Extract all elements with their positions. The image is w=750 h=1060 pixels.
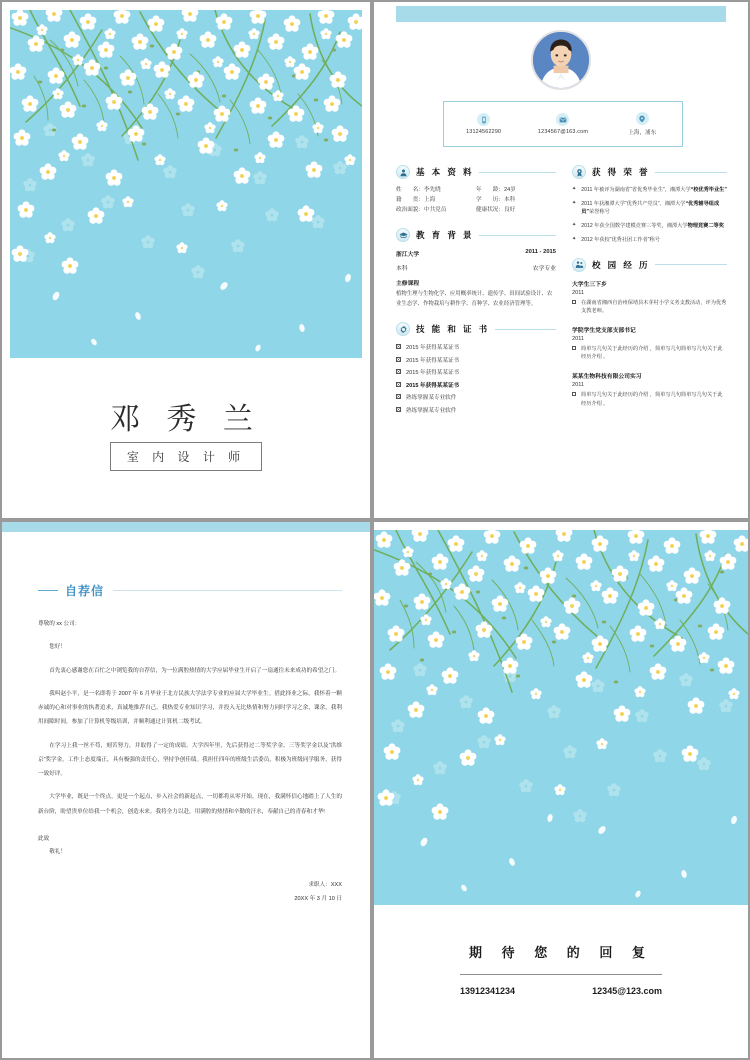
contact-bar: [443, 101, 683, 147]
field-hometown: [396, 196, 476, 206]
education-courses-label: 主修课程: [396, 281, 420, 288]
section-rule: [655, 172, 727, 173]
cover-title-container: [2, 442, 370, 471]
experience-desc-row: [572, 391, 727, 408]
experience-title: 大学生三下乡: [572, 281, 607, 288]
back-cover-email: 12345@123.com: [592, 986, 662, 996]
field-age-label: 年 龄：: [476, 187, 504, 193]
skill-item-label: 熟练掌握某专业软件: [406, 395, 457, 402]
bullet-icon: ✦: [572, 199, 577, 206]
field-age: [476, 186, 556, 196]
field-health: [476, 206, 556, 216]
skill-item: [396, 343, 556, 351]
back-cover-divider: [460, 974, 662, 975]
bullet-icon: ✦: [572, 236, 577, 243]
section-honors: [572, 165, 727, 245]
letter-greeting: 您好！: [49, 644, 66, 651]
contact-location-value: 上海，浦东: [628, 130, 657, 136]
letter-title-dash: [38, 590, 58, 591]
basic-info-left-col: [396, 186, 476, 215]
bullet-icon: ✦: [572, 186, 577, 192]
back-cover-title: 期 待 您 的 回 复: [468, 945, 654, 960]
education-degree-row: [396, 263, 556, 272]
checkbox-icon: [396, 369, 401, 374]
letter-signature: [38, 878, 342, 907]
cover-name: 邓 秀 兰: [110, 403, 262, 436]
people-icon: [572, 258, 586, 272]
checkbox-icon: [396, 407, 401, 412]
experience-item: [572, 325, 727, 362]
gear-icon: [396, 322, 410, 336]
section-campus-experience-header: [572, 258, 727, 272]
letter-paragraph: 大学毕业，既是一个终点，更是一个起点，步入社会的新起点，一切都将从零开始。现在，我满怀信心地踏上了人生的新台阶，盼望贵单位给我一个机会，创造未来。我将全力以赴，用满腔的热情和辛勤的汗水，奉献自己的青春和才华!: [38, 794, 342, 815]
letter-closing-line-2: 敬礼！: [49, 849, 66, 856]
field-name-value: 李先晓: [423, 187, 441, 193]
field-hometown-value: 上海: [423, 196, 436, 203]
section-basic-info-header: [396, 165, 556, 179]
back-cover-contacts: [460, 986, 662, 996]
honor-item-text: 2012 年获校“优秀社团工作者”称号: [581, 237, 660, 244]
back-cover-page: [374, 522, 748, 1058]
cover-floral-artwork: [10, 10, 362, 358]
section-education-header: [396, 228, 556, 242]
skill-item: [396, 381, 556, 389]
skill-item: [396, 368, 556, 376]
skill-item: [396, 356, 556, 364]
section-rule: [479, 172, 556, 173]
letter-closing: [38, 833, 342, 860]
field-hometown-label: 籍 贯：: [396, 196, 424, 203]
contact-email-value: 1234567@163.com: [537, 129, 589, 135]
bullet-square-icon: [572, 346, 576, 350]
experience-title: 学院学生党支部支部书记: [572, 327, 636, 334]
skill-item-label: 2015 年获得某某证书: [406, 357, 460, 364]
experience-year: 2011: [572, 381, 585, 388]
experience-item: [572, 371, 727, 408]
contact-email: [523, 113, 602, 135]
resume-page: [374, 2, 748, 518]
header-band: [396, 6, 726, 22]
skill-item-label: 2015 年获得某某证书: [406, 382, 460, 389]
section-skills: [396, 322, 556, 414]
contact-phone-value: 13124562290: [466, 129, 502, 135]
experience-year: 2011: [572, 289, 585, 296]
location-icon: [636, 112, 649, 125]
field-education-level: [476, 196, 556, 206]
education-school: 浙江大学: [396, 252, 420, 259]
letter-title-row: [38, 582, 342, 599]
letter-closing-line-1: 此致: [38, 835, 50, 842]
checkbox-icon: [396, 344, 401, 349]
basic-info-grid: [396, 186, 556, 215]
contact-location: [603, 112, 682, 136]
field-education-level-value: 本科: [503, 196, 516, 203]
experience-year: 2011: [572, 335, 585, 342]
experience-desc-row: [572, 345, 727, 362]
honor-item-text: 2011 年被评为湖南省“省优秀毕业生”，湘潭大学“校优秀毕业生”: [581, 187, 727, 193]
letter-date: 20XX 年 3 月 10 日: [294, 896, 342, 903]
avatar: [531, 30, 591, 90]
section-campus-experience: [572, 258, 727, 408]
contact-phone: [444, 113, 523, 135]
phone-icon: [477, 113, 490, 126]
letter-paragraph: 我叫赵小平，是一名即将于 2007 年 6 月毕业于北方民族大学法学专业的应届大学毕业生。借此择业之际，我怀着一颗赤诚的心和对事业的执著追求，真诚地推荐自己。我热爱专业知识学习，并投入无比热情和努力同时学习之余，课余，我利用间隙时间，参加了计算机等级培训，并顺利通过计算机二级考试。: [38, 690, 342, 726]
education-courses: 植物生理与生物化学、应用概率统计、遗传学、田间试验设计、农业生态学、作物栽培与耕作学、育种学、农业经济管理等。: [396, 291, 553, 307]
field-name: [396, 186, 476, 196]
section-honors-title: 获 得 荣 誉: [592, 167, 650, 177]
education-school-row: [396, 249, 556, 258]
honor-item: [572, 236, 727, 244]
section-honors-header: [572, 165, 727, 179]
letter-title-rule: [113, 590, 342, 591]
email-icon: [556, 113, 569, 126]
section-education: [396, 228, 556, 309]
experience-desc: 简单写几句关于此经历的介绍 ，简单写几句简单写几句关于此经历介绍 。: [581, 391, 723, 407]
letter-paragraph: 首先衷心感谢您在百忙之中浏览我的自荐信，为一位满腔热情的大学应届毕业生开启了一扇通往未来成功的希望之门。: [49, 667, 341, 674]
experience-title: 某某生物科技有限公司实习: [572, 373, 642, 380]
experience-desc-row: [572, 299, 727, 316]
field-political-status-value: 中共党员: [423, 206, 447, 213]
skill-item: [396, 406, 556, 414]
letter-salutation: 尊敬的 xx 公司：: [38, 621, 81, 627]
section-basic-info-title: 基 本 资 料: [416, 167, 474, 177]
letter-header-band: [2, 522, 370, 532]
section-rule: [479, 235, 556, 236]
honor-item: [572, 186, 727, 194]
letter-signer: 求职人：XXX: [308, 881, 342, 888]
bullet-square-icon: [572, 392, 576, 396]
letter-paragraph: 在学习上我一丝不苟，刻苦努力，并取得了一定的成绩。大学四年里，先后获得过二等奖学金、三等奖学金以及“洪维京”奖学金。工作上态度端正，具有极强的责任心，坚持争创佳绩。我担任四年的班级生活委员，积极为班级同学服务，获得一致好评。: [38, 742, 342, 777]
checkbox-icon: [396, 394, 401, 399]
field-health-label: 健康状况：: [476, 206, 504, 213]
resume-right-column: [572, 165, 727, 421]
checkbox-icon: [396, 382, 401, 387]
honor-item: [572, 200, 727, 217]
medal-icon: [572, 165, 586, 179]
experience-desc: 在湖南省湘西自治州保靖县木芽村小学义务支教活动，评为优秀支教老师。: [581, 299, 727, 315]
experience-item: [572, 279, 727, 316]
skill-item: [396, 393, 556, 401]
honor-item-text: 2012 年获全国数学建模竞赛三等奖，湘潭大学物理竞赛二等奖: [581, 223, 724, 230]
back-cover-phone: 13912341234: [460, 986, 516, 996]
cover-letter-page: [2, 522, 370, 1058]
field-political-status: [396, 206, 476, 216]
cover-job-title: 室 内 设 计 师: [110, 442, 262, 471]
letter-body: [38, 617, 342, 907]
back-floral-artwork: [374, 530, 748, 905]
field-health-value: 良好: [503, 206, 516, 213]
section-skills-header: [396, 322, 556, 336]
field-education-level-label: 学 历：: [476, 196, 504, 203]
section-campus-experience-title: 校 园 经 历: [592, 259, 650, 270]
bullet-icon: ✦: [572, 222, 577, 229]
honor-item-text: 2011 年获湘潭大学“优秀共产党员”、湘潭大学“优秀辅导组成员”荣誉称号: [581, 200, 720, 216]
section-rule: [495, 329, 556, 330]
section-education-title: 教 育 背 景: [416, 230, 474, 241]
section-rule: [655, 264, 727, 265]
resume-left-column: [396, 165, 556, 427]
letter-title: 自荐信: [65, 584, 105, 598]
graduation-cap-icon: [396, 228, 410, 242]
education-major: 农学专业: [532, 266, 556, 273]
field-age-value: 24岁: [503, 187, 516, 193]
skill-item-label: 熟练掌握某专业软件: [406, 407, 457, 414]
bullet-square-icon: [572, 300, 576, 304]
person-icon: [396, 165, 410, 179]
section-basic-info: [396, 165, 556, 215]
field-political-status-label: 政治面貌：: [396, 206, 424, 213]
basic-info-right-col: [476, 186, 556, 215]
education-years: 2011 - 2015: [525, 249, 556, 256]
field-name-label: 姓 名：: [396, 187, 424, 193]
skill-item-label: 2015 年获得某某证书: [406, 370, 460, 377]
cover-page: [2, 2, 370, 518]
education-degree: 本科: [396, 266, 408, 273]
skill-item-label: 2015 年获得某某证书: [406, 345, 460, 352]
section-skills-title: 技 能 和 证 书: [416, 324, 490, 335]
experience-desc: 简单写几句关于此经历的介绍 ，简单写几句简单写几句关于此经历介绍 。: [581, 345, 723, 361]
checkbox-icon: [396, 357, 401, 362]
honor-item: [572, 222, 727, 230]
